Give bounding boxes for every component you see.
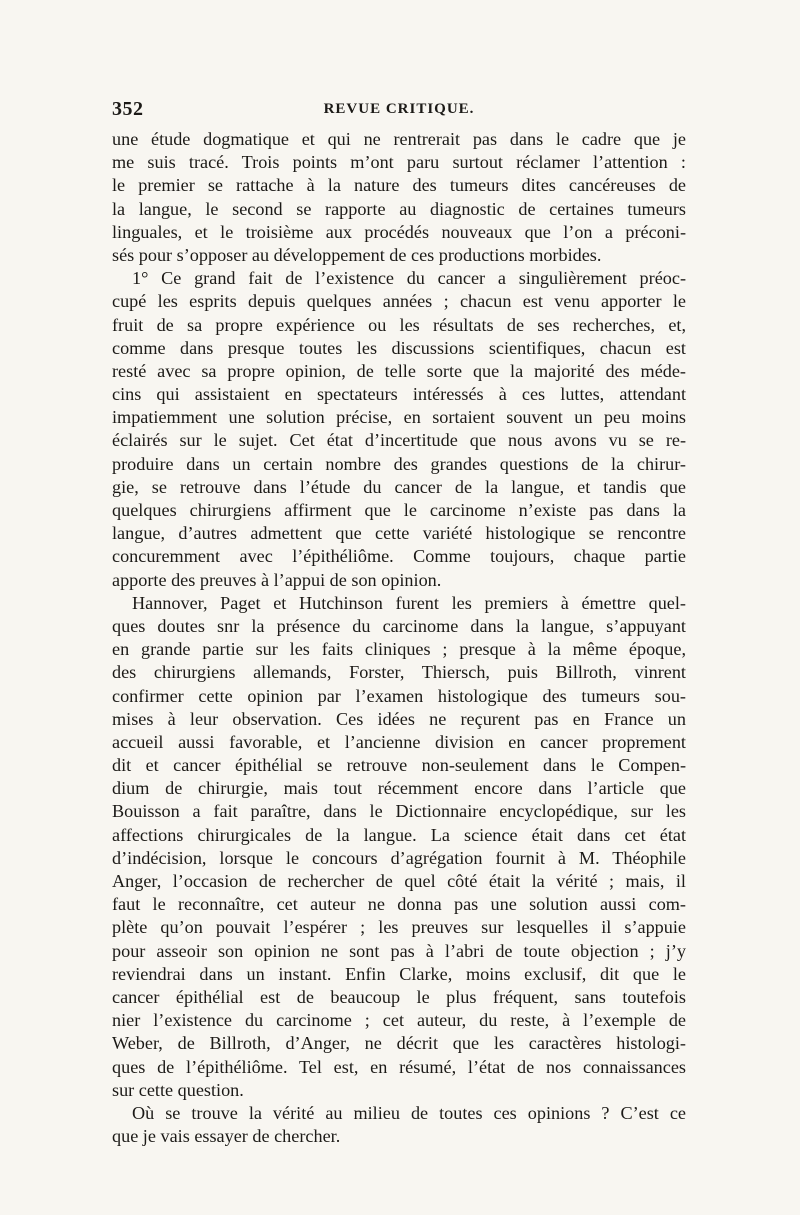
- text-line: linguales, et le troisième aux procédés nouveaux que l’on a préconi-: [112, 221, 686, 242]
- page-number: 352: [112, 98, 144, 120]
- text-line: en grande partie sur les faits cliniques ; presque à la même époque,: [112, 639, 686, 660]
- text-line: Où se trouve la vérité au milieu de toutes ces opinions ? C’est ce: [132, 1102, 686, 1123]
- text-line: resté avec sa propre opinion, de telle sorte que la majorité des méde-: [112, 360, 686, 381]
- text-line: Weber, de Billroth, d’Anger, ne décrit que les caractères histologi-: [112, 1033, 686, 1054]
- text-line: produire dans un certain nombre des grandes questions de la chirur-: [112, 453, 686, 474]
- page-header: [112, 98, 686, 124]
- text-line: gie, se retrouve dans l’étude du cancer de la langue, et tandis que: [112, 476, 686, 497]
- body-text: [112, 128, 686, 1148]
- text-line: accueil aussi favorable, et l’ancienne division en cancer proprement: [112, 731, 686, 752]
- text-line: faut le reconnaître, cet auteur ne donna pas une solution aussi com-: [112, 894, 686, 915]
- text-line: reviendrai dans un instant. Enfin Clarke, moins exclusif, dit que le: [112, 963, 686, 984]
- text-line: la langue, le second se rapporte au diagnostic de certaines tumeurs: [112, 198, 686, 219]
- running-title: REVUE CRITIQUE.: [323, 101, 475, 117]
- text-line: fruit de sa propre expérience ou les résultats de ses recherches, et,: [112, 314, 686, 335]
- text-line: impatiemment une solution précise, en sortaient souvent un peu moins: [112, 407, 686, 428]
- text-line: une étude dogmatique et qui ne rentrerait pas dans le cadre que je: [112, 129, 686, 149]
- text-line: mises à leur observation. Ces idées ne reçurent pas en France un: [112, 708, 686, 729]
- text-line: sur cette question.: [112, 1079, 244, 1100]
- text-line: cupé les esprits depuis quelques années ; chacun est venu apporter le: [112, 291, 686, 312]
- text-line: nier l’existence du carcinome ; cet auteur, du reste, à l’exemple de: [112, 1010, 686, 1031]
- text-line: pour asseoir son opinion ne sont pas à l’abri de toute objection ; j’y: [112, 940, 686, 961]
- text-line: ques doutes snr la présence du carcinome dans la langue, s’appuyant: [112, 615, 686, 636]
- text-line: plète qu’on pouvait l’espérer ; les preuves sur lesquelles il s’appuie: [112, 917, 686, 938]
- text-line: apporte des preuves à l’appui de son opinion.: [112, 569, 442, 590]
- text-line: comme dans presque toutes les discussions scientifiques, chacun est: [112, 337, 686, 358]
- text-line: ques de l’épithéliôme. Tel est, en résumé, l’état de nos connaissances: [112, 1056, 686, 1077]
- text-line: cancer épithélial est de beaucoup le plus fréquent, sans toutefois: [112, 986, 686, 1007]
- text-line: me suis tracé. Trois points m’ont paru surtout réclamer l’attention :: [112, 152, 686, 173]
- text-line: quelques chirurgiens affirment que le carcinome n’existe pas dans la: [112, 500, 686, 520]
- text-line: d’indécision, lorsque le concours d’agrégation fournit à M. Théophile: [112, 847, 686, 868]
- text-line: affections chirurgicales de la langue. La science était dans cet état: [112, 824, 686, 845]
- text-line: cins qui assistaient en spectateurs intéressés à ces luttes, attendant: [112, 384, 686, 405]
- text-line: sés pour s’opposer au développement de ces productions morbides.: [112, 244, 602, 265]
- text-line: éclairés sur le sujet. Cet état d’incertitude que nous avons vu se re-: [112, 430, 686, 451]
- text-line: langue, d’autres admettent que cette variété histologique se rencontre: [112, 523, 686, 544]
- text-line: dit et cancer épithélial se retrouve non-seulement dans le Compen-: [112, 755, 686, 776]
- text-line: 1° Ce grand fait de l’existence du cancer a singulièrement préoc-: [132, 268, 686, 289]
- text-line: Bouisson a fait paraître, dans le Dictionnaire encyclopédique, sur les: [112, 801, 686, 822]
- text-line: que je vais essayer de chercher.: [112, 1126, 341, 1147]
- text-line: dium de chirurgie, mais tout récemment encore dans l’article que: [112, 778, 686, 799]
- text-line: des chirurgiens allemands, Forster, Thiersch, puis Billroth, vinrent: [112, 662, 686, 683]
- text-line: confirmer cette opinion par l’examen histologique des tumeurs sou-: [112, 685, 686, 706]
- text-line: Anger, l’occasion de rechercher de quel côté était la vérité ; mais, il: [112, 871, 686, 891]
- text-line: Hannover, Paget et Hutchinson furent les premiers à émettre quel-: [132, 592, 686, 613]
- text-line: concuremment avec l’épithéliôme. Comme toujours, chaque partie: [112, 546, 686, 567]
- text-line: le premier se rattache à la nature des tumeurs dites cancéreuses de: [112, 175, 686, 196]
